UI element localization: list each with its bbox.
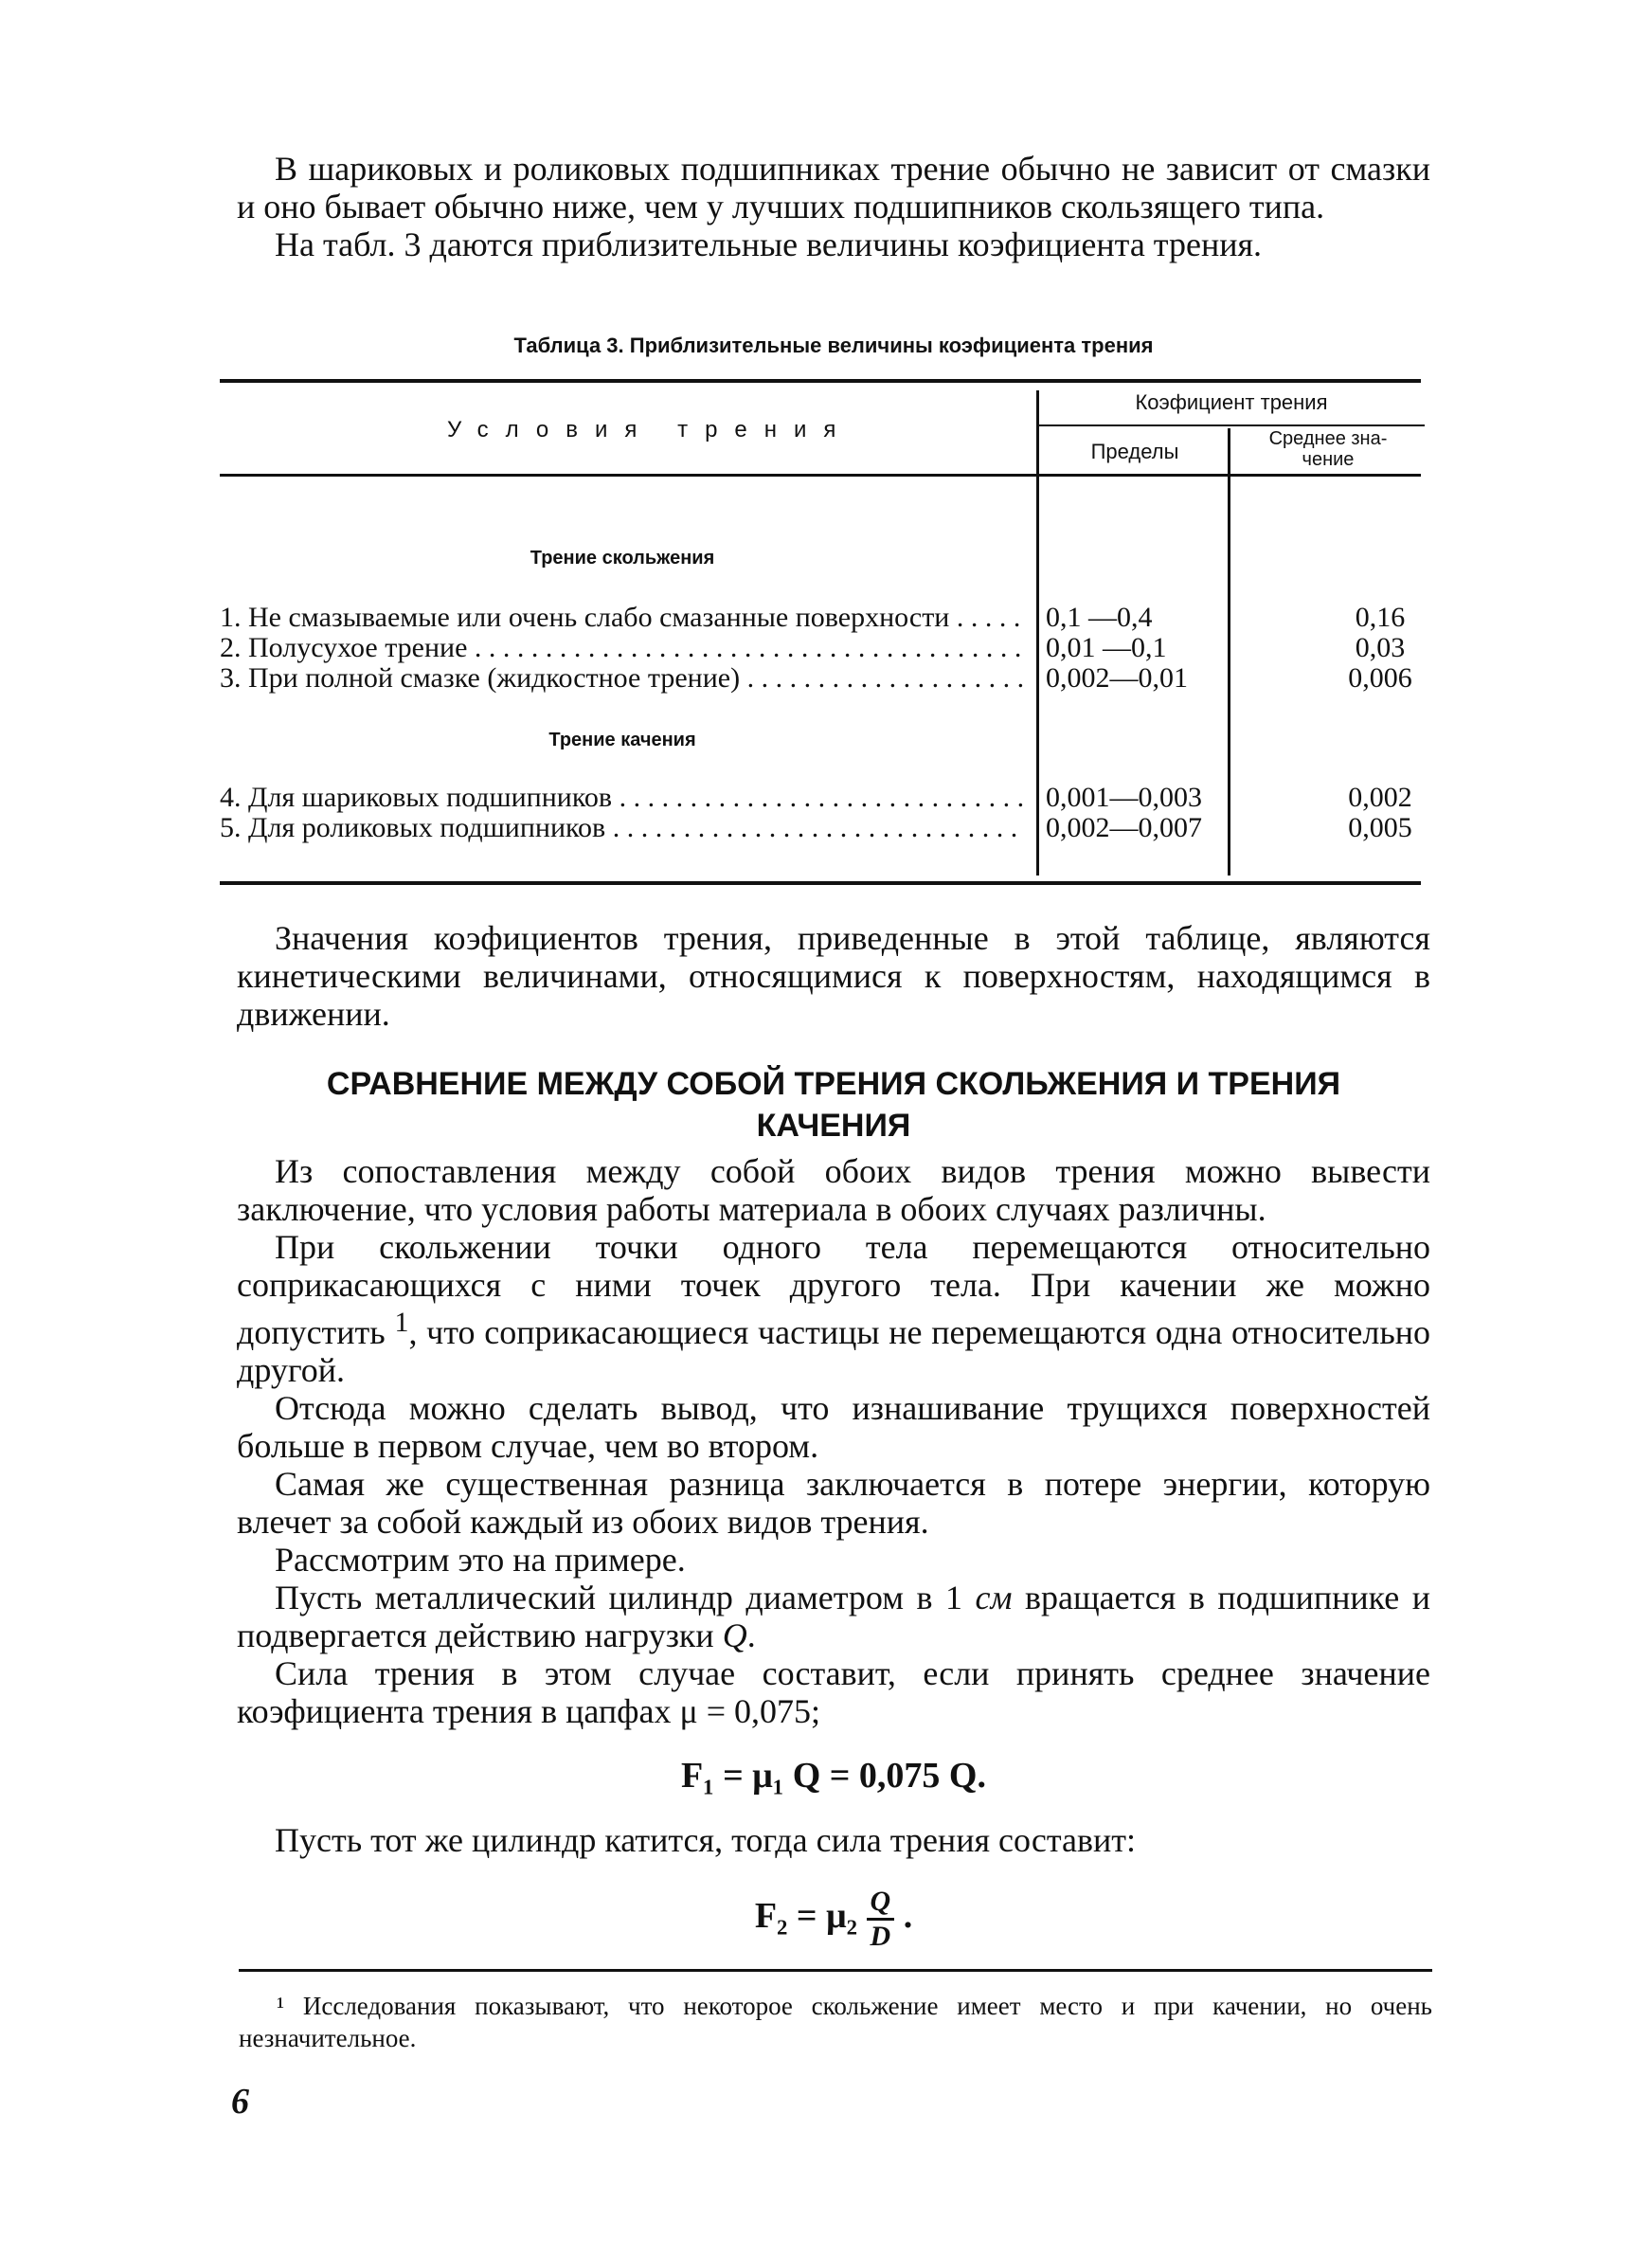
intro-paragraph-1: В шариковых и роликовых подшипниках трение обычно не зависит от смазки и оно бывает обычно ниже, чем у лучших подшипников скользящего типа. xyxy=(237,150,1430,226)
body-paragraph-6 xyxy=(237,1579,1430,1654)
column-average-line1: Среднее зна- xyxy=(1268,428,1388,449)
table-vline-2 xyxy=(1228,428,1230,876)
section-sliding: Трение скольжения xyxy=(530,548,715,569)
table-subheader-rule xyxy=(1036,424,1425,426)
fraction-numerator: Q xyxy=(867,1886,895,1921)
row-average: 0,16 xyxy=(1355,602,1406,633)
column-range: Пределы xyxy=(1090,440,1179,463)
row-label: 3. При полной смазке (жидкостное трение) . . . xyxy=(220,663,1025,694)
body-text xyxy=(237,1152,1430,1730)
row-label: 2. Полусухое трение . . . xyxy=(220,633,1025,663)
table-caption: Таблица 3. Приблизительные величины коэфициента трения xyxy=(513,334,1154,357)
body-paragraph-7: Сила трения в этом случае составит, если принять среднее значение коэфициента трения в цапфах μ = 0,075; xyxy=(237,1654,1430,1730)
row-range: 0,01 —0,1 xyxy=(1046,632,1167,663)
body-paragraph-3: Отсюда можно сделать вывод, что изнашивание трущихся поверхностей больше в первом случае, чем во втором. xyxy=(237,1389,1430,1465)
body-text-2 xyxy=(237,1821,1430,1859)
body-paragraph-1: Из сопоставления между собой обоих видов трения можно вывести заключение, что условия работы материала в обоих случаях различны. xyxy=(237,1152,1430,1228)
formula-2-fraction xyxy=(867,1886,895,1953)
section-heading-line2: КАЧЕНИЯ xyxy=(756,1108,911,1144)
body-paragraph-6-middle: вращается в подшипнике и подвергается действию нагрузки xyxy=(237,1579,1431,1654)
formula-2-left: F₂ = μ₂ xyxy=(754,1896,858,1937)
load-q: Q xyxy=(722,1616,747,1654)
row-range: 0,002—0,01 xyxy=(1046,662,1188,694)
row-label: 5. Для роликовых подшипников . . . xyxy=(220,813,1025,843)
body-paragraph-4: Самая же существенная разница заключается в потере энергии, которую влечет за собой каждый из обоих видов трения. xyxy=(237,1465,1430,1541)
section-rolling: Трение качения xyxy=(548,730,696,750)
row-average: 0,006 xyxy=(1348,662,1412,694)
table-vline-1 xyxy=(1036,390,1039,876)
fraction-denominator: D xyxy=(870,1921,891,1952)
row-average: 0,03 xyxy=(1355,632,1406,663)
section-heading-line1: СРАВНЕНИЕ МЕЖДУ СОБОЙ ТРЕНИЯ СКОЛЬЖЕНИЯ И ТРЕНИЯ xyxy=(326,1066,1341,1102)
row-average: 0,002 xyxy=(1348,782,1412,813)
row-range: 0,002—0,007 xyxy=(1046,812,1202,843)
formula-1: F₁ = μ₁ Q = 0,075 Q. xyxy=(681,1756,986,1796)
row-label: 1. Не смазываемые или очень слабо смазанные поверхности . . . xyxy=(220,603,1025,633)
body-paragraph-8: Пусть тот же цилиндр катится, тогда сила трения составит: xyxy=(275,1821,1137,1859)
body-paragraph-6-start: Пусть металлический цилиндр диаметром в 1 xyxy=(275,1579,962,1616)
intro-paragraph-2: На табл. 3 даются приблизительные величины коэфициента трения. xyxy=(275,226,1263,263)
column-coef: Коэфициент трения xyxy=(1135,390,1328,414)
after-table-paragraph: Значения коэфициентов трения, приведенные в этой таблице, являются кинетическими величинами, относящимися к поверхностям, находящимся в движении. xyxy=(237,919,1430,1033)
body-paragraph-2-start: При скольжении точки одного тела перемещаются относительно соприкасающихся с ними точек другого тела. При качении же можно допустить xyxy=(237,1228,1430,1351)
table-top-rule xyxy=(220,379,1421,383)
body-paragraph-5: Рассмотрим это на примере. xyxy=(275,1541,686,1579)
after-table-text xyxy=(237,919,1430,1033)
footnote-ref: 1 xyxy=(394,1307,409,1338)
row-average: 0,005 xyxy=(1348,812,1412,843)
body-paragraph-2-end: , что соприкасающиеся частицы не перемещаются одна относительно другой. xyxy=(237,1313,1431,1389)
footnote-rule xyxy=(239,1969,1432,1972)
page-number: 6 xyxy=(231,2082,249,2122)
body-paragraph-2 xyxy=(237,1228,1430,1389)
formula-2 xyxy=(237,1886,1430,1953)
body-paragraph-6-end: . xyxy=(746,1616,756,1654)
footnote: ¹ Исследования показывают, что некоторое скольжение имеет место и при качении, но очень незначительное. xyxy=(239,1992,1432,2052)
row-label: 4. Для шариковых подшипников . . . xyxy=(220,783,1025,813)
table-header-rule xyxy=(220,474,1421,477)
column-conditions: Условия трения xyxy=(447,417,853,442)
column-average xyxy=(1231,428,1425,470)
intro-text xyxy=(237,150,1430,263)
unit-cm: см xyxy=(975,1579,1013,1616)
table-bottom-rule xyxy=(220,881,1421,885)
row-range: 0,001—0,003 xyxy=(1046,782,1202,813)
formula-2-end: . xyxy=(903,1896,913,1937)
row-range: 0,1 —0,4 xyxy=(1046,602,1153,633)
column-average-line2: чение xyxy=(1302,449,1355,470)
section-heading xyxy=(227,1063,1440,1147)
